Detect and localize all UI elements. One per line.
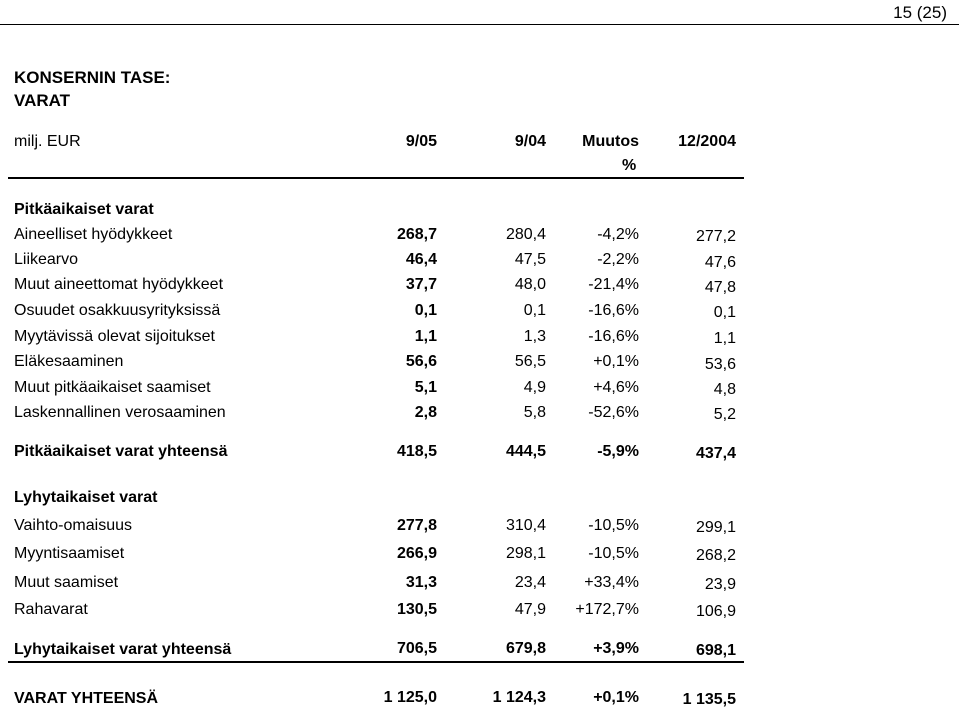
current-total-rule	[8, 661, 744, 663]
row-label: VARAT YHTEENSÄ	[14, 690, 159, 707]
row-value-12-2004: 23,9	[704, 576, 736, 593]
col-header-change-unit: %	[622, 157, 637, 174]
row-label: Laskennallinen verosaaminen	[14, 404, 226, 421]
row-value-change: -4,2%	[597, 226, 639, 243]
row-label: Muut pitkäaikaiset saamiset	[14, 379, 211, 396]
row-value-9-05: 46,4	[405, 251, 437, 268]
row-value-12-2004: 1 135,5	[682, 691, 736, 708]
row-value-9-04: 310,4	[505, 517, 546, 534]
row-value-change: +0,1%	[593, 353, 639, 370]
row-value-9-05: 1,1	[414, 328, 437, 345]
row-value-12-2004: 4,8	[713, 381, 736, 398]
row-value-change: +172,7%	[575, 601, 639, 618]
row-value-9-05: 268,7	[396, 226, 437, 243]
row-value-12-2004: 299,1	[695, 519, 736, 536]
col-header-9-05: 9/05	[405, 133, 437, 150]
row-value-change: -10,5%	[588, 517, 639, 534]
row-value-9-05: 706,5	[396, 640, 437, 657]
row-label: Myytävissä olevat sijoitukset	[14, 328, 215, 345]
row-value-9-05: 1 125,0	[383, 689, 437, 706]
row-value-9-04: 48,0	[514, 276, 546, 293]
row-value-9-04: 1 124,3	[492, 689, 546, 706]
row-label: Liikearvo	[14, 251, 79, 268]
row-value-change: +3,9%	[593, 640, 639, 657]
row-value-change: +4,6%	[593, 379, 639, 396]
row-value-12-2004: 47,8	[704, 279, 736, 296]
col-header-change: Muutos	[582, 133, 639, 150]
row-label: Osuudet osakkuusyrityksissä	[14, 302, 221, 319]
row-value-9-05: 418,5	[396, 443, 437, 460]
row-value-change: -2,2%	[597, 251, 639, 268]
row-value-9-04: 280,4	[505, 226, 546, 243]
row-value-12-2004: 0,1	[713, 304, 736, 321]
row-value-9-04: 23,4	[514, 574, 546, 591]
row-value-9-04: 1,3	[523, 328, 546, 345]
row-value-9-04: 47,5	[514, 251, 546, 268]
row-label: Pitkäaikaiset varat yhteensä	[14, 443, 228, 460]
row-value-12-2004: 53,6	[704, 356, 736, 373]
row-label: Rahavarat	[14, 601, 88, 618]
row-label: Vaihto-omaisuus	[14, 517, 132, 534]
row-value-9-04: 5,8	[523, 404, 546, 421]
row-value-12-2004: 47,6	[704, 254, 736, 271]
row-value-9-05: 277,8	[396, 517, 437, 534]
page-title	[14, 66, 170, 112]
row-value-change: -16,6%	[588, 302, 639, 319]
col-header-12-2004: 12/2004	[678, 133, 736, 150]
row-value-9-04: 298,1	[505, 545, 546, 562]
row-value-9-05: 31,3	[405, 574, 437, 591]
section-title-non-current: Pitkäaikaiset varat	[14, 201, 154, 218]
row-value-9-05: 56,6	[405, 353, 437, 370]
row-value-change: -5,9%	[597, 443, 639, 460]
section-title-current: Lyhytaikaiset varat	[14, 489, 158, 506]
header-rule	[8, 177, 744, 179]
page-number: 15 (25)	[893, 3, 947, 22]
row-value-change: -16,6%	[588, 328, 639, 345]
row-value-9-05: 266,9	[396, 545, 437, 562]
row-label: Myyntisaamiset	[14, 545, 125, 562]
row-label: Muut saamiset	[14, 574, 119, 591]
row-value-9-04: 4,9	[523, 379, 546, 396]
row-value-9-05: 130,5	[396, 601, 437, 618]
row-value-12-2004: 698,1	[695, 642, 736, 659]
row-value-12-2004: 277,2	[695, 228, 736, 245]
unit-label: milj. EUR	[14, 133, 81, 150]
row-value-change: -21,4%	[588, 276, 639, 293]
row-value-9-05: 37,7	[405, 276, 437, 293]
row-value-9-05: 5,1	[414, 379, 437, 396]
page-top-rule	[0, 24, 959, 25]
row-value-change: +33,4%	[584, 574, 639, 591]
row-label: Muut aineettomat hyödykkeet	[14, 276, 224, 293]
row-value-12-2004: 106,9	[695, 603, 736, 620]
row-label: Eläkesaaminen	[14, 353, 124, 370]
title-line-2: VARAT	[14, 91, 71, 110]
row-value-9-05: 2,8	[414, 404, 437, 421]
row-value-12-2004: 1,1	[713, 330, 736, 347]
row-label: Aineelliset hyödykkeet	[14, 226, 173, 243]
row-value-12-2004: 268,2	[695, 547, 736, 564]
row-value-change: -52,6%	[588, 404, 639, 421]
row-value-12-2004: 5,2	[713, 406, 736, 423]
row-value-12-2004: 437,4	[695, 445, 736, 462]
row-value-9-04: 679,8	[505, 640, 546, 657]
col-header-9-04: 9/04	[514, 133, 546, 150]
row-value-9-05: 0,1	[414, 302, 437, 319]
row-label: Lyhytaikaiset varat yhteensä	[14, 641, 232, 658]
row-value-9-04: 47,9	[514, 601, 546, 618]
title-line-1: KONSERNIN TASE:	[14, 68, 171, 87]
row-value-9-04: 0,1	[523, 302, 546, 319]
row-value-9-04: 56,5	[514, 353, 546, 370]
row-value-change: +0,1%	[593, 689, 639, 706]
row-value-change: -10,5%	[588, 545, 639, 562]
row-value-9-04: 444,5	[505, 443, 546, 460]
